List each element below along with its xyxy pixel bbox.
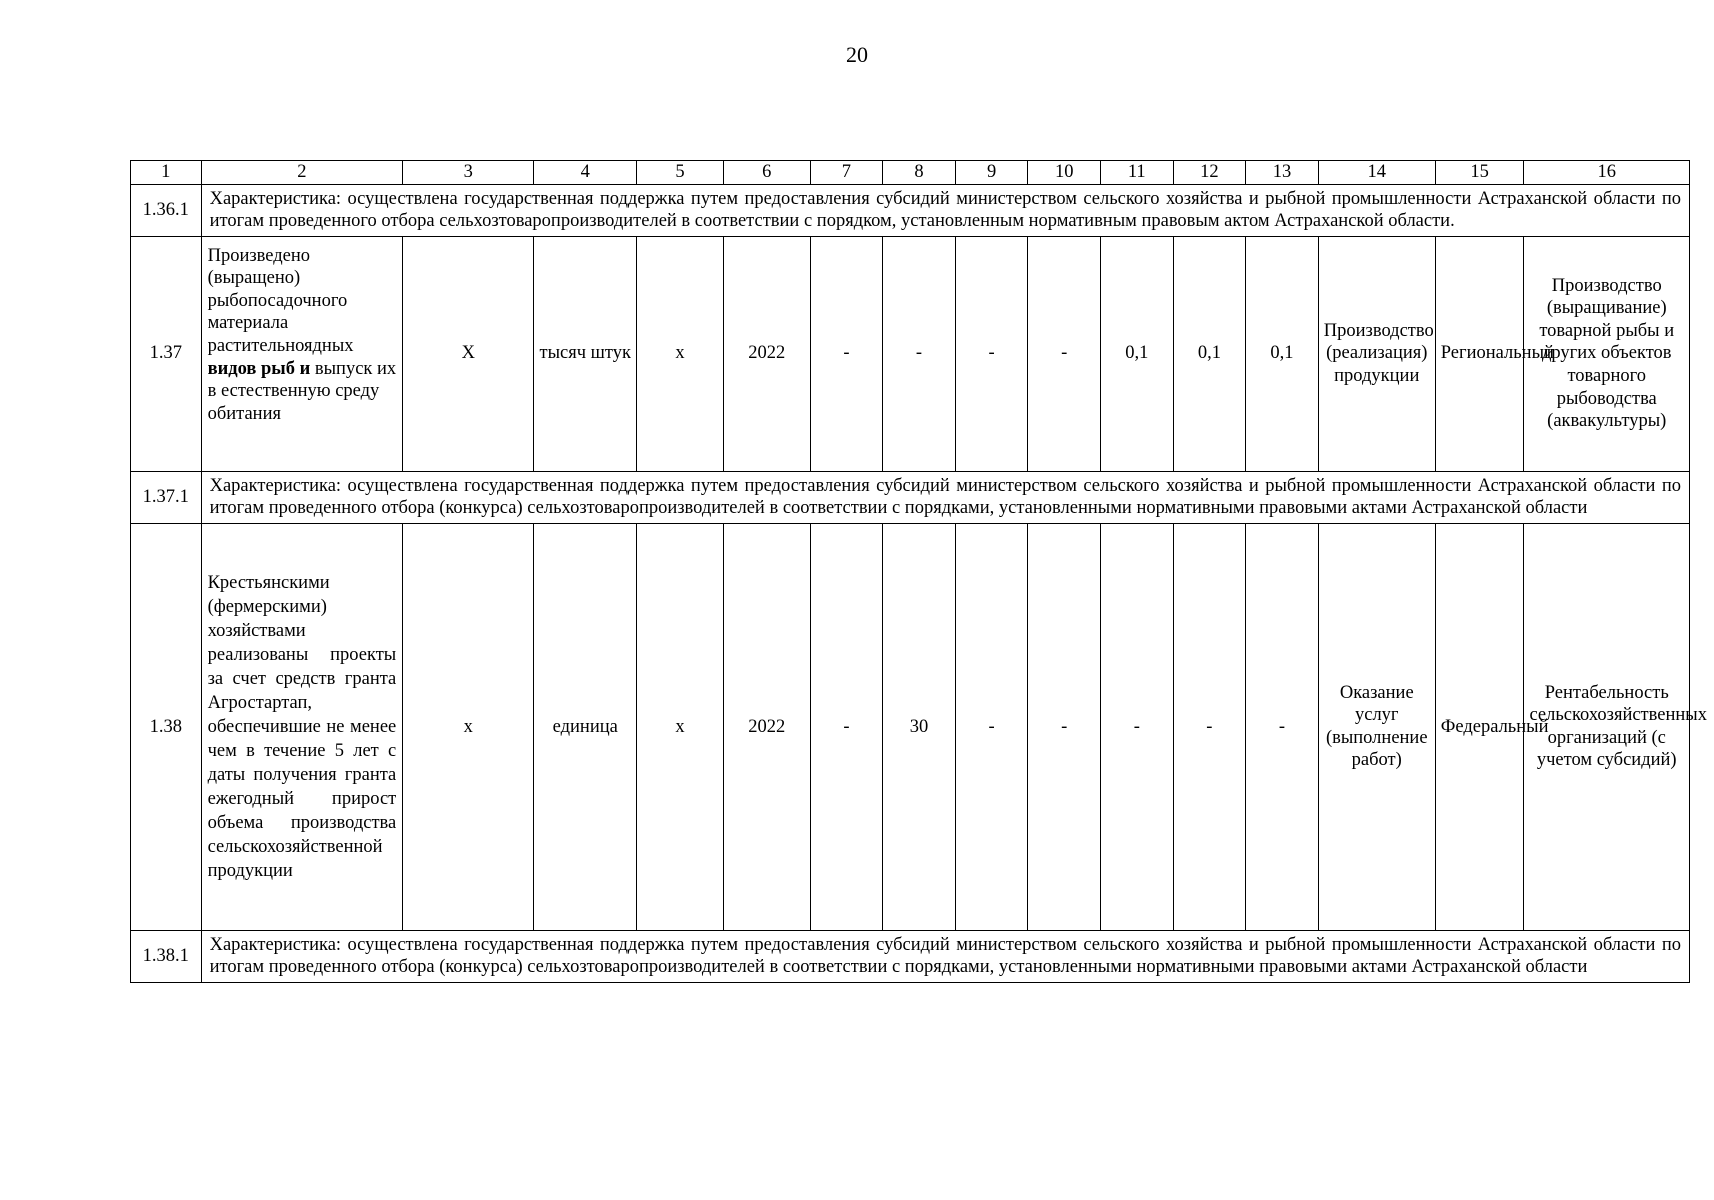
- characteristic-text: Характеристика: осуществлена государственная поддержка путем предоставления субсидий министерством сельского хозяйства и рыбной промышленности Астраханской области по итогам проведенного отбора сельхозтоваропроизводителей в соответствии с порядком, установленным нормативным правовым актом Астраханской области.: [201, 184, 1689, 236]
- cell-col11: -: [1100, 523, 1173, 930]
- cell-unit: единица: [534, 523, 637, 930]
- column-header: 13: [1246, 161, 1319, 185]
- column-header: 6: [723, 161, 810, 185]
- indicator-name: Крестьянскими (фермерскими) хозяйствами реализованы проекты за счет средств гранта Агростартап, обеспечившие не менее чем в течение 5 лет с даты получения гранта ежегодный прирост объема производства сельскохозяйственной продукции: [201, 523, 403, 930]
- cell-col9: -: [955, 236, 1028, 471]
- column-header: 14: [1318, 161, 1435, 185]
- column-header: 9: [955, 161, 1028, 185]
- column-header: 8: [883, 161, 956, 185]
- characteristic-row-1-38-1: [131, 930, 1690, 982]
- characteristic-row-1-37-1: [131, 471, 1690, 523]
- cell-col7: -: [810, 523, 883, 930]
- row-number: 1.36.1: [131, 184, 202, 236]
- cell-col8: -: [883, 236, 956, 471]
- characteristic-text: Характеристика: осуществлена государственная поддержка путем предоставления субсидий министерством сельского хозяйства и рыбной промышленности Астраханской области по итогам проведенного отбора (конкурса) сельхозтоваропроизводителей в соответствии с порядками, установленными нормативными правовыми актами Астраханской области: [201, 930, 1689, 982]
- cell-col5: х: [637, 523, 724, 930]
- cell-col10: -: [1028, 523, 1101, 930]
- indicator-row-1-38: [131, 523, 1690, 930]
- indicator-name-part: выпуск их в естественную среду обитания: [207, 358, 397, 424]
- column-header: 4: [534, 161, 637, 185]
- column-header: 16: [1524, 161, 1690, 185]
- cell-col8: 30: [883, 523, 956, 930]
- indicator-name-part-bold: видов рыб и: [207, 358, 311, 379]
- cell-col10: -: [1028, 236, 1101, 471]
- cell-year: 2022: [723, 523, 810, 930]
- cell-col3: х: [403, 523, 534, 930]
- column-header: 2: [201, 161, 403, 185]
- cell-col16: Производство (выращивание) товарной рыбы и других объектов товарного рыбоводства (аквакультуры): [1524, 236, 1690, 471]
- cell-col7: -: [810, 236, 883, 471]
- indicator-name-part: Произведено (выращено) рыбопосадочного материала растительноядных: [207, 245, 354, 356]
- header-row: [131, 161, 1690, 185]
- cell-col3: Х: [403, 236, 534, 471]
- cell-col14: Производство (реализация) продукции: [1318, 236, 1435, 471]
- characteristic-row-1-36-1: [131, 184, 1690, 236]
- column-header: 1: [131, 161, 202, 185]
- column-header: 10: [1028, 161, 1101, 185]
- cell-col12: 0,1: [1173, 236, 1246, 471]
- cell-col13: 0,1: [1246, 236, 1319, 471]
- column-header: 11: [1100, 161, 1173, 185]
- column-header: 7: [810, 161, 883, 185]
- indicator-row-1-37: [131, 236, 1690, 471]
- indicator-name: [201, 236, 403, 471]
- row-number: 1.37.1: [131, 471, 202, 523]
- column-header: 3: [403, 161, 534, 185]
- cell-unit: тысяч штук: [534, 236, 637, 471]
- column-header: 5: [637, 161, 724, 185]
- cell-year: 2022: [723, 236, 810, 471]
- cell-col13: -: [1246, 523, 1319, 930]
- row-number: 1.38.1: [131, 930, 202, 982]
- indicators-table: [130, 160, 1707, 983]
- row-number: 1.38: [131, 523, 202, 930]
- cell-col11: 0,1: [1100, 236, 1173, 471]
- cell-col5: х: [637, 236, 724, 471]
- cell-col9: -: [955, 523, 1028, 930]
- cell-col15: Федеральный: [1435, 523, 1524, 930]
- cell-col15: Региональный: [1435, 236, 1524, 471]
- cell-col16: Рентабельность сельскохозяйственных организаций (с учетом субсидий): [1524, 523, 1690, 930]
- column-header: 12: [1173, 161, 1246, 185]
- page-number: 20: [846, 42, 868, 67]
- cell-col14: Оказание услуг (выполнение работ): [1318, 523, 1435, 930]
- characteristic-text: Характеристика: осуществлена государственная поддержка путем предоставления субсидий министерством сельского хозяйства и рыбной промышленности Астраханской области по итогам проведенного отбора (конкурса) сельхозтоваропроизводителей в соответствии с порядками, установленными нормативными правовыми актами Астраханской области: [201, 471, 1689, 523]
- row-number: 1.37: [131, 236, 202, 471]
- column-header: 15: [1435, 161, 1524, 185]
- cell-col12: -: [1173, 523, 1246, 930]
